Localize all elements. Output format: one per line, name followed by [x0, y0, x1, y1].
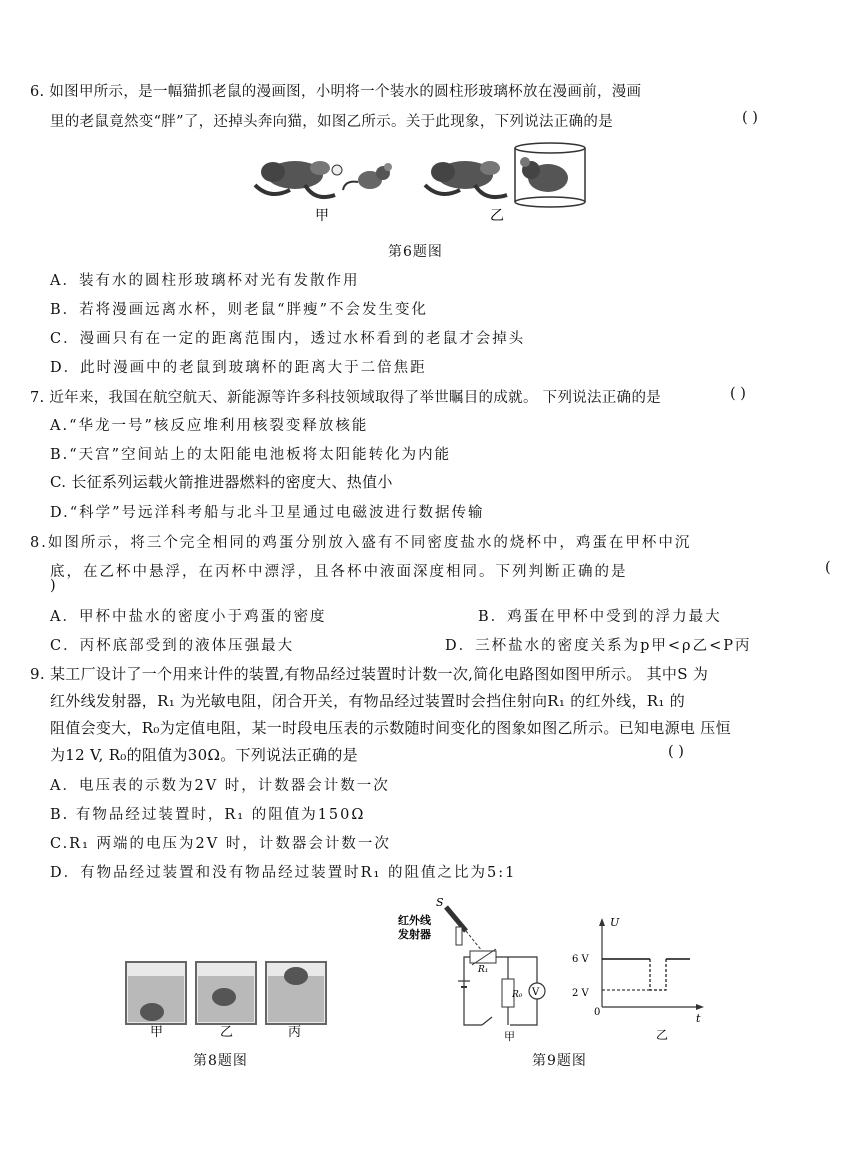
beaker-label-bing: 丙 [288, 1025, 302, 1040]
beaker-yi [196, 962, 256, 1024]
fig-label-jia: 甲 [315, 208, 329, 224]
q8-stem-line2: 底，在乙杯中悬浮，在丙杯中漂浮，且各杯中液面深度相同。下列判断正确的是 [50, 564, 628, 580]
beaker-label-yi: 乙 [220, 1025, 234, 1040]
q8-figure-caption: 第8题图 [193, 1053, 248, 1069]
q7-stem-line1: 7. 近年来，我国在航空航天、新能源等许多科技领域取得了举世瞩目的成就。 下列说法正确的是 [30, 390, 662, 406]
egg-suspended [212, 988, 236, 1006]
q9-option-b: B. 有物品经过装置时，R₁ 的阻值为150Ω [50, 807, 366, 823]
emitter-s-label: S [436, 896, 444, 909]
q9-option-d: D．有物品经过装置和没有物品经过装置时R₁ 的阻值之比为5:1 [50, 865, 517, 881]
q6-option-a: A．装有水的圆柱形玻璃杯对光有发散作用 [50, 273, 360, 289]
q9-stem-line2: 红外线发射器，R₁ 为光敏电阻，闭合开关，有物品经过装置时会挡住射向R₁ 的红外线，R₁ 的 [50, 692, 686, 710]
origin-label: 0 [594, 1007, 601, 1018]
q8-paren-close: ) [50, 578, 56, 594]
q8-paren-open: ( [825, 560, 831, 576]
q9-option-a: A．电压表的示数为2V 时，计数器会计数一次 [50, 778, 390, 794]
q8-option-c: C．丙杯底部受到的液体压强最大 [50, 638, 295, 654]
q6-option-b: B．若将漫画远离水杯，则老鼠“胖瘦”不会发生变化 [50, 302, 428, 318]
fig-label-yi: 乙 [490, 208, 504, 224]
q8-beakers-figure [120, 950, 335, 1040]
x-axis-label: t [696, 1012, 701, 1025]
mouse-figure-a [343, 163, 392, 190]
voltmeter-label: V [532, 987, 540, 998]
cat-figure-b [425, 161, 507, 197]
voltage-pulse [650, 959, 666, 990]
tick-6v: 6 V [572, 954, 589, 965]
tick-2v: 2 V [572, 988, 589, 999]
q7-option-c: C. 长征系列运载火箭推进器燃料的密度大、热值小 [50, 473, 393, 491]
egg-floating [284, 967, 308, 985]
beaker-label-jia: 甲 [150, 1025, 164, 1040]
q9-answer-paren: ( ) [668, 744, 684, 760]
glass-cup-figure [515, 143, 585, 207]
beaker-bing [266, 962, 326, 1024]
emitter-label-line2: 发射器 [398, 928, 431, 941]
cat-figure-a [255, 161, 342, 197]
circuit-fig-label: 甲 [504, 1030, 515, 1043]
egg-sunk [140, 1003, 164, 1021]
photoresistor-r1 [470, 951, 496, 963]
q8-option-a: A．甲杯中盐水的密度小于鸡蛋的密度 [50, 609, 327, 625]
q6-figure [245, 140, 595, 240]
q9-stem-line4: 为12 V, R₀的阻值为30Ω。下列说法正确的是 [50, 746, 358, 764]
q6-figure-caption: 第6题图 [388, 244, 443, 260]
q7-answer-paren: ( ) [730, 386, 746, 402]
emitter-label-line1: 红外线 [398, 914, 431, 927]
beaker-jia [126, 962, 186, 1024]
q9-circuit-diagram [392, 893, 562, 1043]
q7-option-d: D.“科学”号远洋科考船与北斗卫星通过电磁波进行数据传输 [50, 505, 485, 521]
q9-voltage-graph [570, 912, 710, 1047]
q7-option-a: A.“华龙一号”核反应堆利用核裂变释放核能 [50, 418, 369, 434]
q6-answer-paren: ( ) [742, 110, 758, 126]
q6-stem-line1: 6. 如图甲所示，是一幅猫抓老鼠的漫画图，小明将一个装水的圆柱形玻璃杯放在漫画前，漫画 [30, 84, 642, 100]
switch [482, 1017, 492, 1025]
q8-option-d: D．三杯盐水的密度关系为p甲<ρ乙<P丙 [445, 638, 752, 654]
q6-stem-line2: 里的老鼠竟然变“胖”了，还掉头奔向猫，如图乙所示。关于此现象，下列说法正确的是 [50, 114, 614, 130]
q6-option-d: D．此时漫画中的老鼠到玻璃杯的距离大于二倍焦距 [50, 360, 427, 376]
q9-stem-line3: 阻值会变大，R₀为定值电阻，某一时段电压表的示数随时间变化的图象如图乙所示。已知电源电 压恒 [50, 719, 731, 737]
q8-option-b: B．鸡蛋在甲杯中受到的浮力最大 [478, 609, 722, 625]
object-blocker [456, 927, 462, 945]
r0-label: R₀ [512, 990, 523, 1000]
graph-fig-label: 乙 [656, 1028, 669, 1042]
q7-option-b: B.“天宫”空间站上的太阳能电池板将太阳能转化为内能 [50, 447, 452, 463]
infrared-beam [466, 931, 482, 951]
q9-option-c: C.R₁ 两端的电压为2V 时，计数器会计数一次 [50, 836, 391, 852]
q6-option-c: C．漫画只有在一定的距离范围内，透过水杯看到的老鼠才会掉头 [50, 331, 526, 347]
q9-figure-caption: 第9题图 [532, 1053, 587, 1069]
q8-stem-line1: 8.如图所示，将三个完全相同的鸡蛋分别放入盛有不同密度盐水的烧杯中，鸡蛋在甲杯中沉 [30, 535, 692, 551]
q9-stem-line1: 9. 某工厂设计了一个用来计件的装置,有物品经过装置时计数一次,简化电路图如图甲所示。 其中S 为 [30, 665, 709, 683]
y-axis-label: U [610, 916, 620, 929]
r1-label: R₁ [478, 965, 489, 975]
